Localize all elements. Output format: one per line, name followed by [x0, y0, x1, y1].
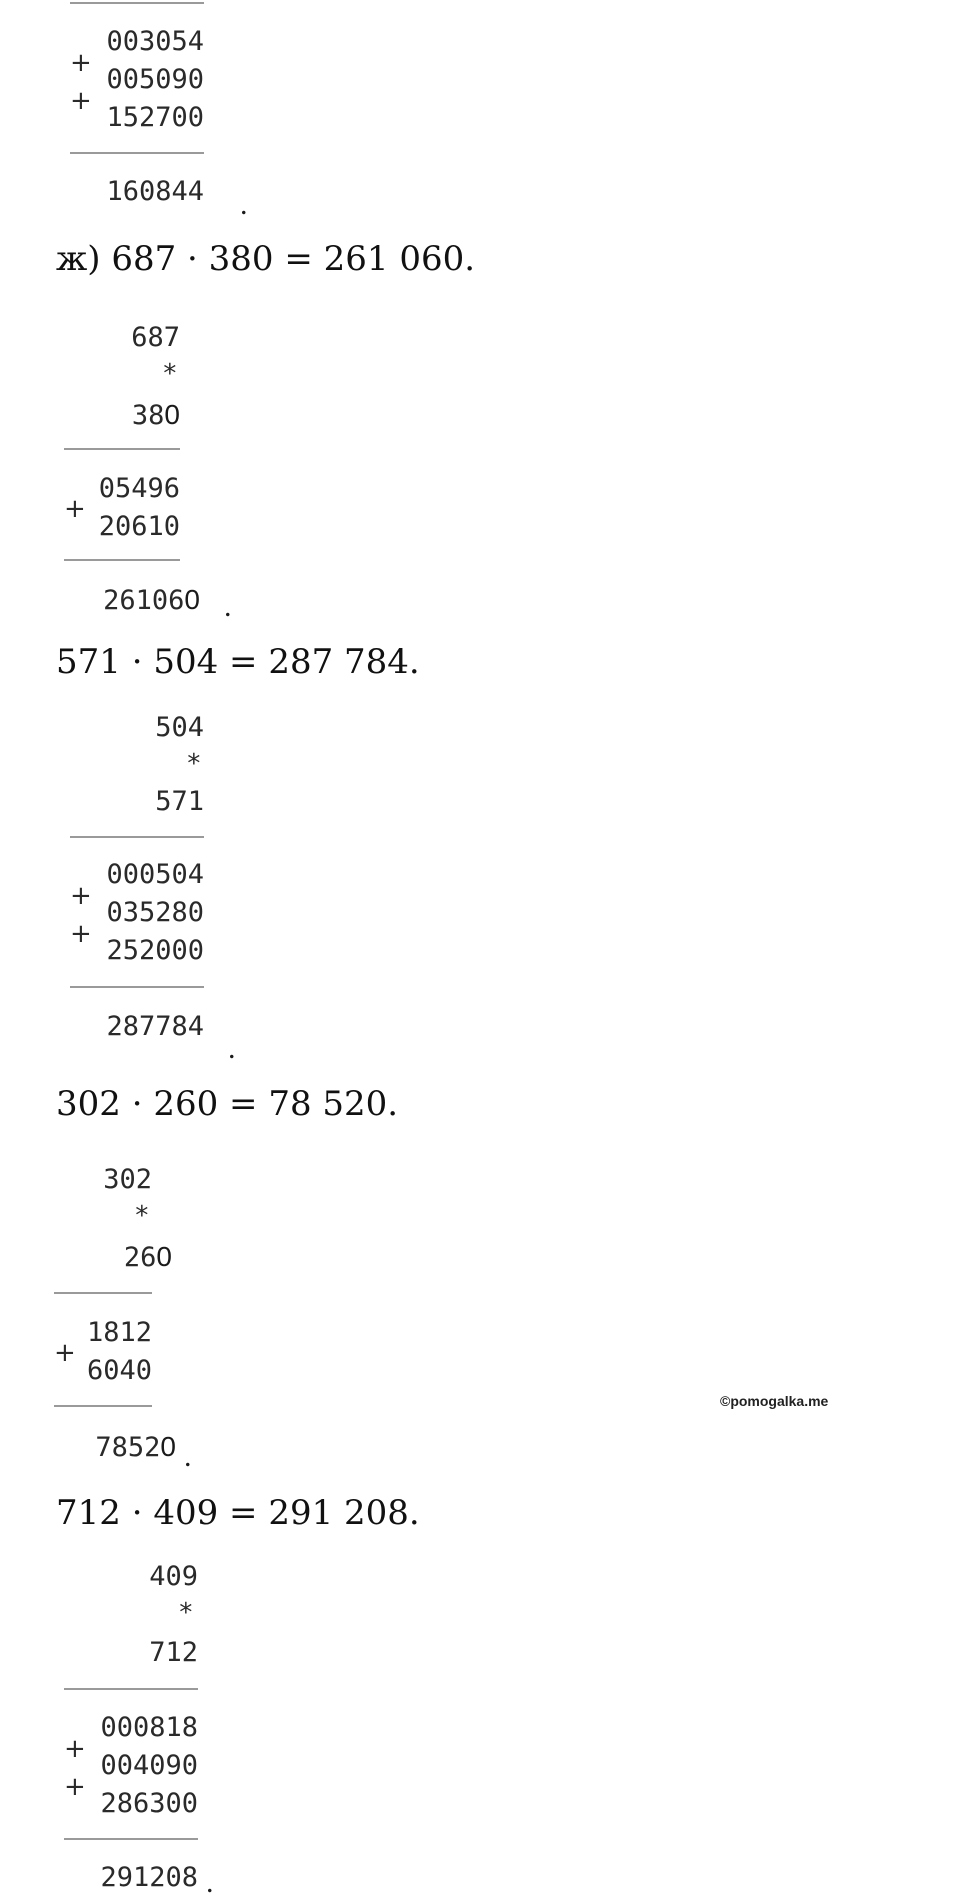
result-digits: 7852: [95, 1432, 161, 1463]
sum-rule: [70, 986, 204, 988]
plus-sign: +: [64, 494, 86, 524]
sum-rule: [64, 1838, 198, 1840]
addend-line: 05496: [98, 473, 180, 504]
multiply-sign: *: [186, 749, 202, 779]
product-rule: [64, 1688, 198, 1690]
sum-rule: [64, 559, 180, 561]
equation-line: 302 · 260 = 78 520.: [56, 1084, 399, 1124]
plus-sign: +: [70, 919, 92, 949]
period-dot: .: [228, 1032, 236, 1065]
addend-line: 004090: [100, 1750, 198, 1781]
multiplier: 571: [155, 786, 204, 817]
multiplier: [100, 396, 180, 435]
addend-line: 6040: [86, 1355, 152, 1386]
addend-line: 252000: [106, 935, 204, 966]
multiply-sign: *: [178, 1598, 194, 1628]
addend-line: 1812: [86, 1317, 152, 1348]
product-rule: [64, 448, 180, 450]
product-rule: [70, 836, 204, 838]
plus-sign: +: [70, 48, 92, 78]
period-dot: .: [240, 188, 248, 221]
product-rule: [54, 1292, 152, 1294]
multiplicand: 302: [103, 1164, 152, 1195]
result-line: 160844: [106, 176, 204, 207]
equation-line: 712 · 409 = 291 208.: [56, 1493, 420, 1533]
result-line: 291208: [100, 1862, 198, 1893]
addend-line: 000504: [106, 859, 204, 890]
multiplicand: 504: [155, 712, 204, 743]
trailing-zero: 0: [156, 1241, 172, 1272]
sum-rule: [54, 1405, 152, 1407]
multiplicand: 687: [131, 322, 180, 353]
plus-sign: +: [70, 86, 92, 116]
plus-sign: +: [64, 1772, 86, 1802]
equation-line: ж) 687 · 380 = 261 060.: [56, 239, 476, 279]
trailing-zero: 0: [160, 1431, 176, 1462]
addend-line: 003054: [106, 26, 204, 57]
period-dot: .: [184, 1440, 192, 1473]
trailing-zero: 0: [164, 399, 180, 430]
multiplier: [80, 1238, 172, 1277]
period-dot: .: [206, 1866, 214, 1899]
result-line: 287784: [106, 1011, 204, 1042]
multiplicand: 409: [149, 1561, 198, 1592]
addend-line: 035280: [106, 897, 204, 928]
addend-line: 152700: [106, 102, 204, 133]
multiplier: 712: [149, 1637, 198, 1668]
result-line: [76, 1428, 176, 1467]
result-line: [90, 581, 200, 620]
top-rule: [70, 2, 204, 4]
multiplier-digits: 38: [131, 400, 165, 431]
plus-sign: +: [70, 881, 92, 911]
addend-line: 000818: [100, 1712, 198, 1743]
equation-line: 571 · 504 = 287 784.: [56, 642, 420, 682]
multiply-sign: *: [162, 359, 178, 389]
addend-line: 286300: [100, 1788, 198, 1819]
period-dot: .: [224, 590, 232, 623]
sum-rule: [70, 152, 204, 154]
multiply-sign: *: [134, 1201, 150, 1231]
multiplier-digits: 26: [123, 1242, 157, 1273]
trailing-zero: 0: [184, 584, 200, 615]
addend-line: 20610: [98, 511, 180, 542]
plus-sign: +: [64, 1734, 86, 1764]
plus-sign: +: [54, 1338, 76, 1368]
addend-line: 005090: [106, 64, 204, 95]
watermark-text: ©pomogalka.me: [720, 1393, 829, 1409]
result-digits: 26106: [103, 585, 185, 616]
